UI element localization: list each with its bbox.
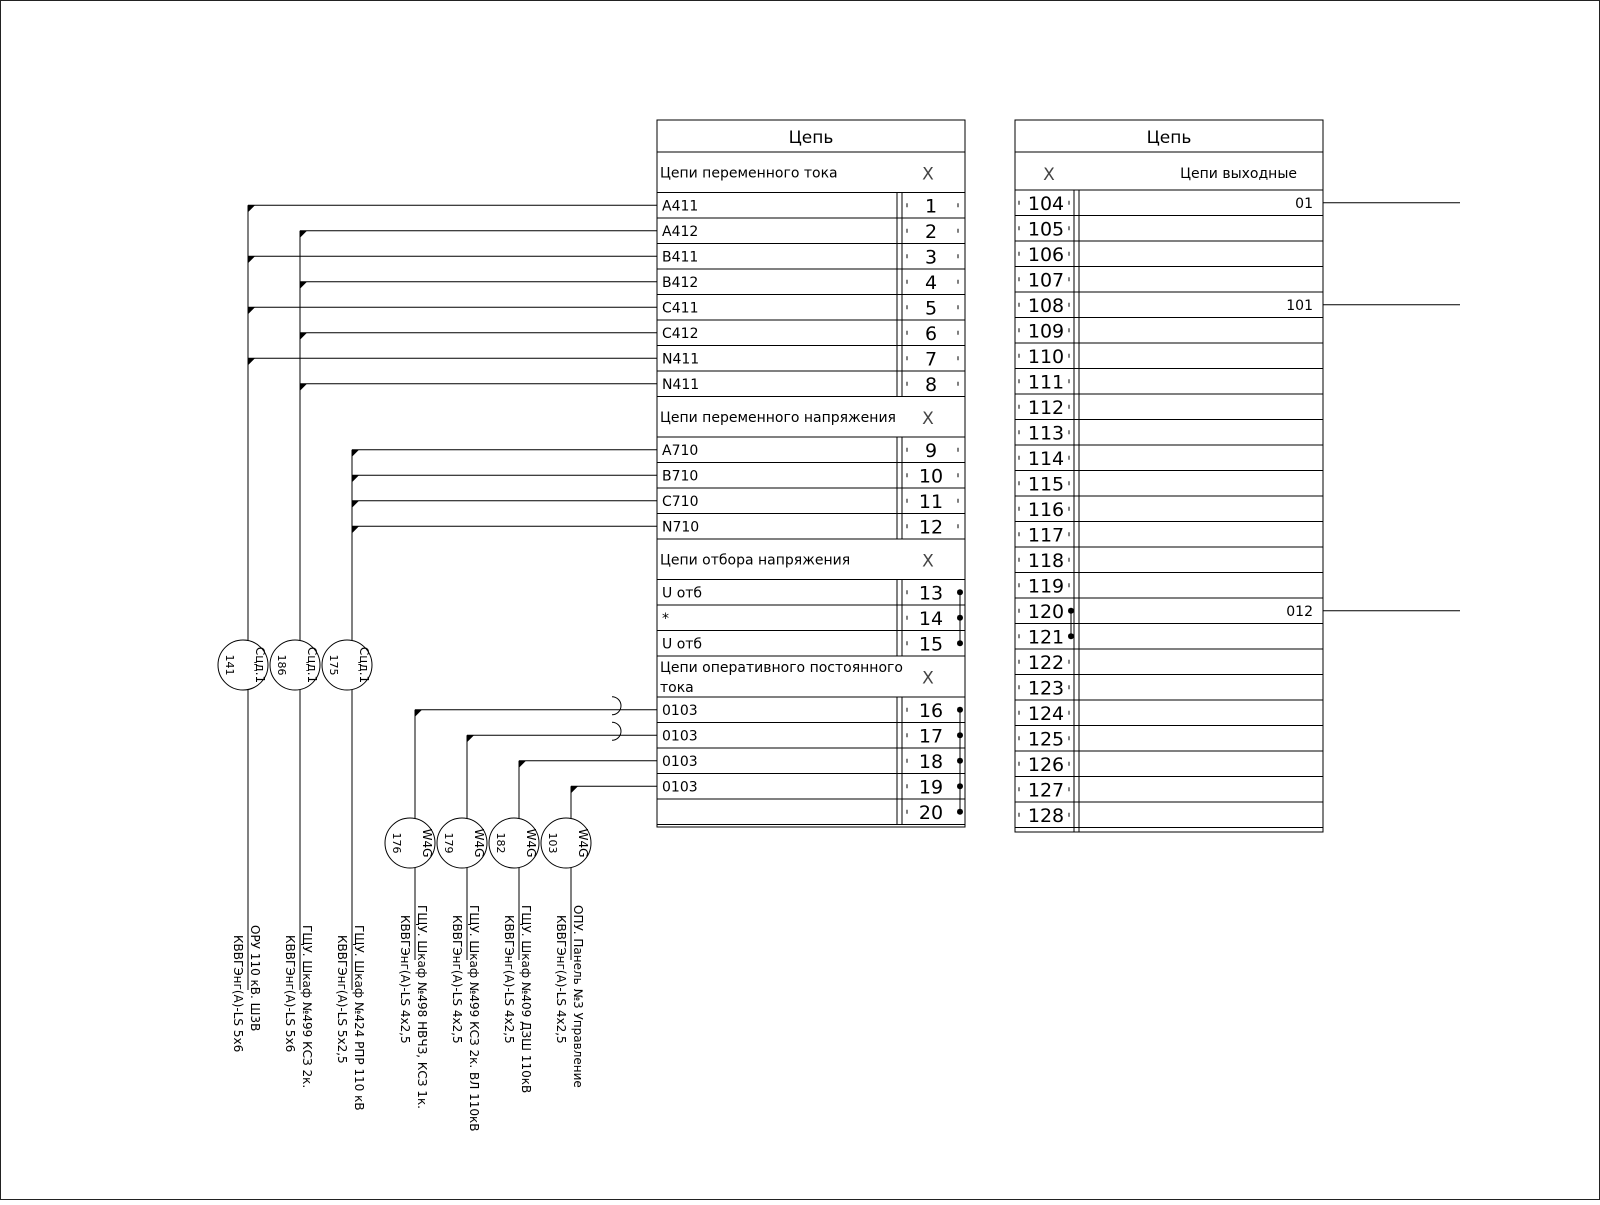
cable-code: Сцд.1 (357, 646, 371, 684)
terminal-number: 113 (1027, 422, 1065, 445)
terminal-number: 8 (924, 373, 938, 396)
right-terminal-block (1015, 120, 1460, 832)
group-marker: X (922, 668, 934, 689)
signal-label: A710 (662, 442, 699, 459)
jumper-dot (957, 732, 963, 738)
terminal-number: 7 (924, 348, 938, 371)
cable-number: 186 (275, 654, 288, 676)
wire-flag (415, 710, 422, 717)
left-terminal-block (657, 120, 965, 827)
cable-type: КВВГЭнг(А)-LS 4х2,5 (554, 915, 568, 1044)
signal-label: N710 (662, 519, 700, 536)
wire-flag (248, 358, 255, 365)
jumper-dot (957, 783, 963, 789)
terminal-number: 111 (1027, 371, 1065, 394)
terminal-number: 120 (1027, 600, 1065, 623)
wire-flag (300, 231, 307, 238)
wire-flag (519, 761, 526, 768)
terminal-number: 5 (924, 297, 938, 320)
terminal-number: 4 (924, 271, 938, 294)
cable-type: КВВГЭнг(А)-LS 5х6 (231, 935, 245, 1053)
wiring (248, 205, 657, 990)
terminal-number: 16 (918, 699, 944, 722)
group-marker: X (922, 551, 934, 572)
group-label: тока (660, 680, 694, 696)
terminal-number: 126 (1027, 753, 1065, 776)
cable-destination: ГЩУ. Шкаф №498 НВЧЗ, КСЗ 1к. (415, 905, 429, 1109)
terminal-number: 116 (1027, 498, 1065, 521)
jumper-dot (957, 615, 963, 621)
cable-type: КВВГЭнг(А)-LS 5х2,5 (335, 935, 349, 1064)
terminal-number: 106 (1027, 243, 1065, 266)
wire-flag (352, 475, 359, 482)
cable-type: КВВГЭнг(А)-LS 4х2,5 (450, 915, 464, 1044)
cable-code: W4G (524, 828, 538, 858)
signal-label: 0103 (662, 728, 698, 745)
terminal-number: 118 (1027, 549, 1065, 572)
terminal-number: 110 (1027, 345, 1065, 368)
wire-flag (352, 501, 359, 508)
terminal-number: 123 (1027, 677, 1065, 700)
group-label: Цепи отбора напряжения (660, 552, 851, 569)
group-label: Цепи переменного напряжения (660, 409, 896, 426)
signal-label: A411 (662, 198, 699, 215)
jumper-dot (1068, 633, 1074, 639)
terminal-number: 9 (924, 439, 938, 462)
cable-number: 141 (223, 654, 236, 676)
wire-flag (300, 333, 307, 340)
right-block-title: Цепь (1146, 128, 1192, 148)
terminal-number: 20 (918, 801, 944, 824)
terminal-number: 6 (924, 322, 938, 345)
cable-number: 179 (442, 832, 455, 854)
signal-label: U отб (662, 636, 703, 653)
terminal-number: 112 (1027, 396, 1065, 419)
terminal-number: 11 (918, 490, 944, 513)
terminal-number: 114 (1027, 447, 1065, 470)
crossing-arc (612, 722, 621, 740)
signal-label: A412 (662, 223, 699, 240)
terminal-number: 119 (1027, 575, 1065, 598)
left-block-title: Цепь (788, 128, 834, 148)
terminal-number: 2 (924, 220, 938, 243)
terminal-number: 128 (1027, 804, 1065, 827)
terminal-number: 10 (918, 465, 944, 488)
cable-labels (218, 640, 591, 1131)
output-signal-label: 01 (1295, 195, 1313, 212)
wire-flag (248, 256, 255, 263)
terminal-number: 109 (1027, 320, 1065, 343)
terminal-number: 105 (1027, 218, 1065, 241)
jumper-dot (957, 707, 963, 713)
output-signal-label: 012 (1286, 603, 1313, 620)
output-signal-label: 101 (1286, 297, 1313, 314)
signal-label: 0103 (662, 779, 698, 796)
wire-flag (571, 786, 578, 793)
cable-type: КВВГЭнг(А)-LS 5х6 (283, 935, 297, 1053)
group-label: Цепи оперативного постоянного (660, 660, 903, 676)
signal-label: 0103 (662, 753, 698, 770)
cable-code: Сцд.1 (253, 646, 267, 684)
terminal-number: 127 (1027, 779, 1065, 802)
wire-flag (300, 384, 307, 391)
terminal-number: 13 (918, 582, 944, 605)
signal-label: B411 (662, 249, 699, 266)
terminal-number: 121 (1027, 626, 1065, 649)
group-marker: X (922, 164, 934, 185)
terminal-number: 18 (918, 750, 944, 773)
signal-label: U отб (662, 585, 703, 602)
signal-label: N411 (662, 351, 700, 368)
terminal-number: 108 (1027, 294, 1065, 317)
wire-flag (467, 735, 474, 742)
cable-destination: ОРУ 110 кВ. Ш3В (248, 925, 262, 1032)
wire-flag (352, 526, 359, 533)
jumper-dot (957, 589, 963, 595)
jumper-dot (1068, 608, 1074, 614)
cable-destination: ГЩУ. Шкаф №499 КСЗ 2к. (300, 925, 314, 1089)
group-label: Цепи переменного тока (660, 165, 838, 182)
signal-label: C710 (662, 493, 699, 510)
terminal-number: 15 (918, 633, 944, 656)
terminal-number: 107 (1027, 269, 1065, 292)
cable-destination: ГЩУ. Шкаф №424 РПР 110 кВ (352, 925, 366, 1111)
jumper-dot (957, 809, 963, 815)
terminal-number: 12 (918, 516, 944, 539)
signal-label: C411 (662, 300, 699, 317)
cable-type: КВВГЭнг(А)-LS 4х2,5 (398, 915, 412, 1044)
cable-number: 103 (546, 832, 559, 854)
right-group-label: Цепи выходные (1180, 166, 1297, 182)
cable-destination: ОПУ. Панель №3 Управление (571, 905, 585, 1088)
terminal-number: 125 (1027, 728, 1065, 751)
terminal-number: 115 (1027, 473, 1065, 496)
cable-code: Сцд.1 (305, 646, 319, 684)
crossing-arc (612, 697, 621, 715)
terminal-number: 19 (918, 776, 944, 799)
terminal-number: 14 (918, 607, 944, 630)
wire-flag (300, 282, 307, 289)
jumper-dot (957, 640, 963, 646)
signal-label: 0103 (662, 702, 698, 719)
cable-destination: ГЩУ. Шкаф №499 КСЗ 2к. ВЛ 110кВ (467, 905, 481, 1132)
cable-code: W4G (420, 828, 434, 858)
cable-destination: ГЩУ. Шкаф №409 ДЗШ 110кВ (519, 905, 533, 1094)
signal-label: C412 (662, 325, 699, 342)
terminal-number: 124 (1027, 702, 1065, 725)
cable-type: КВВГЭнг(А)-LS 4х2,5 (502, 915, 516, 1044)
group-marker: X (922, 408, 934, 429)
signal-label: N411 (662, 376, 700, 393)
terminal-number: 17 (918, 725, 944, 748)
cable-number: 182 (494, 832, 507, 854)
signal-label: B412 (662, 274, 699, 291)
cable-code: W4G (576, 828, 590, 858)
jumper-dot (957, 758, 963, 764)
terminal-number: 117 (1027, 524, 1065, 547)
wire-flag (248, 205, 255, 212)
terminal-number: 104 (1027, 192, 1065, 215)
signal-label: B710 (662, 468, 699, 485)
terminal-number: 3 (924, 246, 938, 269)
terminal-number: 1 (924, 195, 938, 218)
wire-flag (352, 450, 359, 457)
cable-number: 175 (327, 654, 340, 676)
signal-label: * (662, 610, 669, 627)
terminal-number: 122 (1027, 651, 1065, 674)
wire-flag (248, 307, 255, 314)
cable-code: W4G (472, 828, 486, 858)
cable-number: 176 (390, 832, 403, 854)
right-group-marker: X (1043, 165, 1055, 185)
